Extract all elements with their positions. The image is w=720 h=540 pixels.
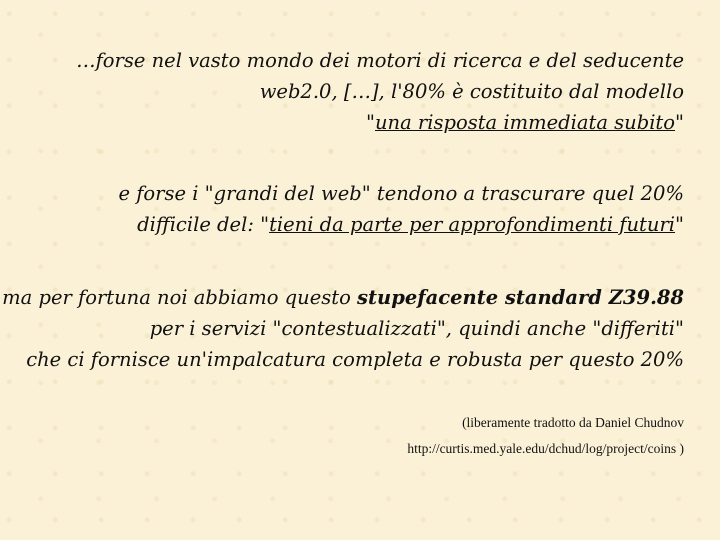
- quote2-line2-suffix: ": [675, 213, 684, 236]
- quote1-underlined-phrase: una risposta immediata subito: [374, 111, 676, 134]
- quote2-line2: [118, 209, 684, 240]
- quote1-line3-suffix: ": [675, 111, 684, 134]
- quote2-underlined-phrase: tieni da parte per approfondimenti futuri: [269, 213, 676, 236]
- credit-url: http://curtis.med.yale.edu/dchud/log/project/coins ): [407, 441, 684, 456]
- quote-paragraph-1: [76, 45, 684, 138]
- quote3-line1: [2, 282, 684, 313]
- quote1-line3: [76, 107, 684, 138]
- quote2-line1: e forse i "grandi del web" tendono a trascurare quel 20%: [118, 182, 684, 205]
- quote3-bold-phrase: stupefacente standard Z39.88: [357, 286, 684, 309]
- credit-block: [407, 410, 684, 462]
- quote2-line2-prefix: difficile del: ": [137, 213, 270, 236]
- quote1-line2: web2.0, […], l'80% è costituito dal modello: [259, 80, 684, 103]
- quote1-line1: …forse nel vasto mondo dei motori di ricerca e del seducente: [76, 49, 684, 72]
- quote1-line3-prefix: ": [366, 111, 375, 134]
- quote3-line2: per i servizi "contestualizzati", quindi anche "differiti": [149, 317, 684, 340]
- quote-paragraph-3: [2, 282, 684, 375]
- quote3-line3: che ci fornisce un'impalcatura completa e robusta per questo 20%: [26, 348, 684, 371]
- credit-line1: (liberamente tradotto da Daniel Chudnov: [462, 415, 684, 430]
- quote-paragraph-2: [118, 178, 684, 240]
- quote3-line1-prefix: ma per fortuna noi abbiamo questo: [2, 286, 358, 309]
